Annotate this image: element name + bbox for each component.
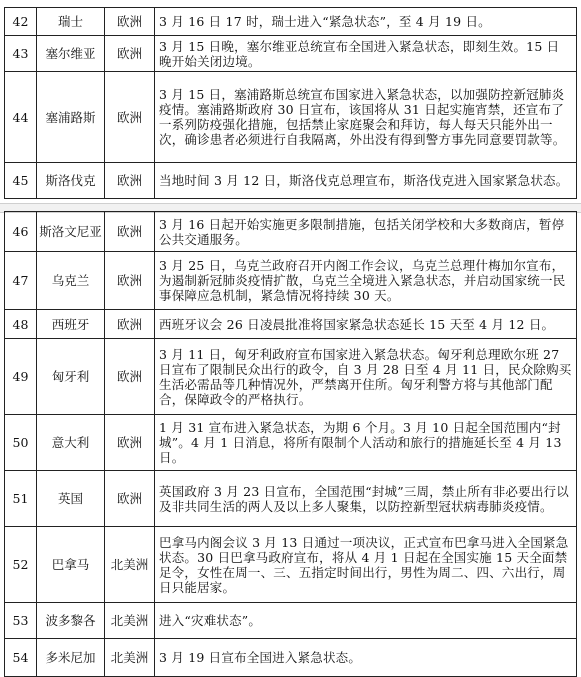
table-row: [5, 603, 577, 639]
measure-text: 巴拿马内阁会议 3 月 13 日通过一项决议，正式宣布巴拿马进入全国紧急状态。30 日巴拿马政府宣布，将从 4 月 1 日起在全国实施 15 天全面禁足令，女性在周一、三、五指定时间出行，男性为周二、四、六出行，周日只能居家。: [155, 527, 577, 603]
country-name: 英国: [37, 471, 105, 527]
measure-text: 3 月 11 日，匈牙利政府宣布国家进入紧急状态。匈牙利总理欧尔班 27 日宣布了限制民众出行的政令，自 3 月 28 日至 4 月 11 日，民众除购买生活必需品等几种情况外，严禁离开住所。匈牙利警方将与其他部门配合，保障政令的严格执行。: [155, 339, 577, 415]
region-name: 北美洲: [105, 603, 155, 639]
region-name: 北美洲: [105, 639, 155, 677]
region-name: 欧洲: [105, 471, 155, 527]
row-number: 52: [5, 527, 37, 603]
country-name: 意大利: [37, 415, 105, 471]
measure-text: 3 月 25 日，乌克兰政府召开内阁工作会议，乌克兰总理什梅加尔宣布，为遏制新冠肺炎疫情扩散，乌克兰全境进入紧急状态，并启动国家统一民事保障应急机制，紧急情况将持续 30 天。: [155, 252, 577, 310]
country-name: 西班牙: [37, 310, 105, 339]
table-row: [5, 415, 577, 471]
region-name: 欧洲: [105, 310, 155, 339]
table-row: [5, 310, 577, 339]
table-row: [5, 72, 577, 163]
measure-text: 进入“灾难状态”。: [155, 603, 577, 639]
country-name: 巴拿马: [37, 527, 105, 603]
country-name: 瑞士: [37, 8, 105, 36]
region-name: 北美洲: [105, 527, 155, 603]
table-row: [5, 36, 577, 72]
row-number: 50: [5, 415, 37, 471]
country-name: 塞尔维亚: [37, 36, 105, 72]
measure-text: 英国政府 3 月 23 日宣布，全国范围“封城”三周，禁止所有非必要出行以及非共同生活的两人及以上多人聚集，以防控新型冠状病毒肺炎疫情。: [155, 471, 577, 527]
row-number: 54: [5, 639, 37, 677]
country-name: 匈牙利: [37, 339, 105, 415]
row-number: 42: [5, 8, 37, 36]
region-name: 欧洲: [105, 212, 155, 252]
row-number: 43: [5, 36, 37, 72]
measure-text: 西班牙议会 26 日凌晨批准将国家紧急状态延长 15 天至 4 月 12 日。: [155, 310, 577, 339]
region-name: 欧洲: [105, 8, 155, 36]
country-name: 波多黎各: [37, 603, 105, 639]
row-number: 47: [5, 252, 37, 310]
country-name: 乌克兰: [37, 252, 105, 310]
row-number: 49: [5, 339, 37, 415]
row-number: 51: [5, 471, 37, 527]
measure-text: 1 月 31 宣布进入紧急状态，为期 6 个月。3 月 10 日起全国范围内“封城”。4 月 1 日消息，将所有限制个人活动和旅行的措施延长至 4 月 13 日。: [155, 415, 577, 471]
table-row: [5, 471, 577, 527]
region-name: 欧洲: [105, 163, 155, 199]
row-number: 53: [5, 603, 37, 639]
table-row: [5, 163, 577, 199]
country-name: 多米尼加: [37, 639, 105, 677]
table-row: [5, 339, 577, 415]
table-row: [5, 8, 577, 36]
measure-text: 当地时间 3 月 12 日，斯洛伐克总理宣布，斯洛伐克进入国家紧急状态。: [155, 163, 577, 199]
emergency-table-part-2: [4, 211, 577, 677]
region-name: 欧洲: [105, 339, 155, 415]
region-name: 欧洲: [105, 252, 155, 310]
region-name: 欧洲: [105, 415, 155, 471]
table-row: [5, 639, 577, 677]
region-name: 欧洲: [105, 72, 155, 163]
row-number: 44: [5, 72, 37, 163]
row-number: 45: [5, 163, 37, 199]
table-row: [5, 212, 577, 252]
table-row: [5, 252, 577, 310]
country-name: 斯洛文尼亚: [37, 212, 105, 252]
measure-text: 3 月 15 日，塞浦路斯总统宣布国家进入紧急状态，以加强防控新冠肺炎疫情。塞浦路斯政府 30 日宣布，该国将从 31 日起实施宵禁，还宣布了一系列防疫强化措施，包括禁止家庭聚会和拜访，每人每天只能外出一次，确诊患者必须进行自我隔离，外出没有得到警方事先同意要罚款等。: [155, 72, 577, 163]
measure-text: 3 月 15 日晚，塞尔维亚总统宣布全国进入紧急状态，即刻生效。15 日晚开始关闭边境。: [155, 36, 577, 72]
measure-text: 3 月 16 日起开始实施更多限制措施，包括关闭学校和大多数商店，暂停公共交通服务。: [155, 212, 577, 252]
measure-text: 3 月 19 日宣布全国进入紧急状态。: [155, 639, 577, 677]
country-name: 斯洛伐克: [37, 163, 105, 199]
country-name: 塞浦路斯: [37, 72, 105, 163]
table-row: [5, 527, 577, 603]
measure-text: 3 月 16 日 17 时，瑞士进入“紧急状态”，至 4 月 19 日。: [155, 8, 577, 36]
emergency-table-part-1: [4, 7, 577, 199]
region-name: 欧洲: [105, 36, 155, 72]
row-number: 46: [5, 212, 37, 252]
row-number: 48: [5, 310, 37, 339]
